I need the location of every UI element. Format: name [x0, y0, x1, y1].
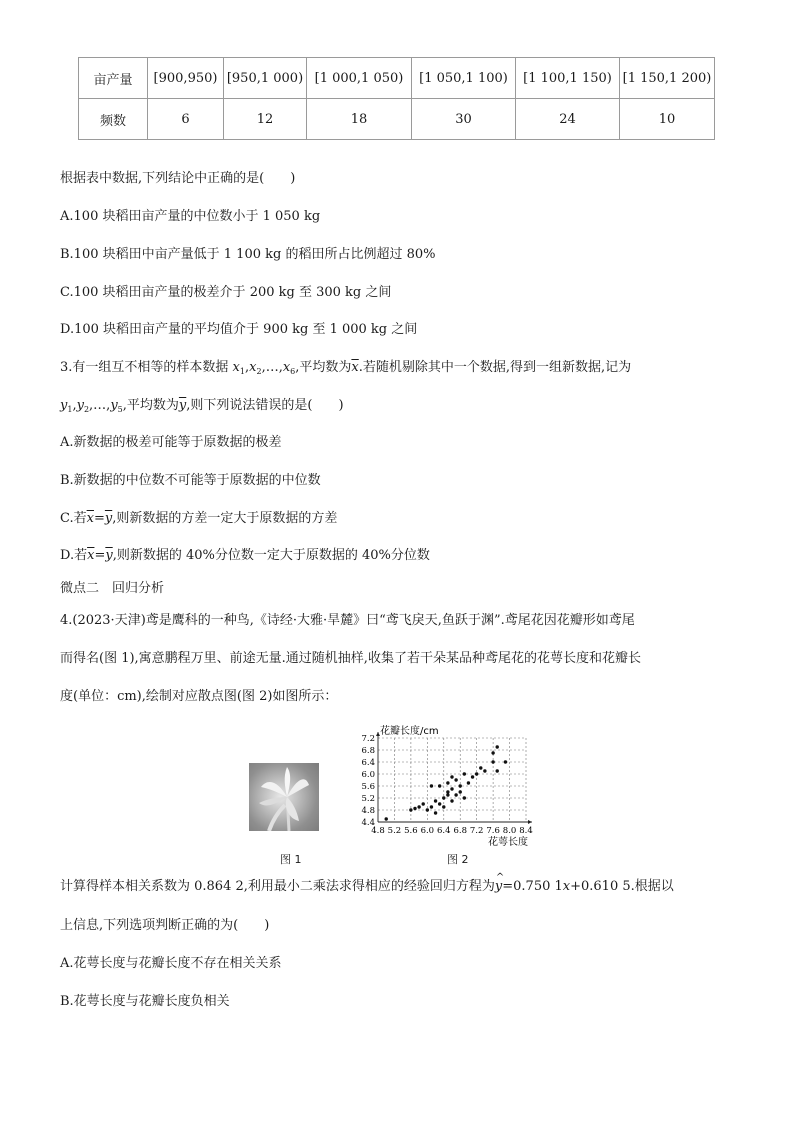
table-cell: [1 050,1 100)	[412, 58, 516, 99]
table-cell: [950,1 000)	[224, 58, 307, 99]
data-point	[438, 784, 441, 787]
y-axis-label: 花瓣长度/cm	[380, 726, 439, 737]
option-d: D.100 块稻田亩产量的平均值介于 900 kg 至 1 000 kg 之间	[60, 322, 418, 337]
stem-text: 计算得样本相关系数为 0.864 2,利用最小二乘法求得相应的经验回归方程为	[60, 879, 495, 894]
x-tick-label: 5.2	[387, 826, 402, 836]
data-point	[413, 807, 416, 810]
scatter-plot	[340, 720, 550, 850]
stem-text: +0.610 5.根据以	[570, 879, 674, 894]
option-a: A.100 块稻田亩产量的中位数小于 1 050 kg	[60, 209, 321, 224]
stem-text: ,则下列说法错误的是( )	[186, 398, 344, 413]
mean-symbol: $\overline{x}$	[86, 511, 94, 526]
x-tick-label: 7.6	[486, 826, 500, 836]
subscript: 6	[290, 367, 296, 376]
mean-symbol: $\overline{x}$	[87, 548, 95, 563]
table-cell: [1 100,1 150)	[516, 58, 620, 99]
section-heading: 微点二 回归分析	[60, 581, 165, 596]
data-point	[463, 772, 466, 775]
y-tick-label: 7.2	[361, 734, 375, 744]
data-point	[454, 793, 457, 796]
question-stem-cont	[60, 397, 344, 419]
var: y	[494, 879, 503, 894]
question-stem: 根据表中数据,下列结论中正确的是( )	[60, 171, 296, 186]
mean-symbol: $\overline{x}$	[351, 360, 359, 375]
mean-symbol: $\overline{y}$	[178, 398, 187, 413]
mean-symbol: $\overline{y}$	[105, 548, 113, 563]
table-cell: 30	[412, 99, 516, 140]
regression-yhat	[494, 872, 505, 896]
table-cell: 18	[307, 99, 412, 140]
question-stem-cont	[60, 872, 674, 896]
question-stem-cont: 度(单位：cm),绘制对应散点图(图 2)如图所示：	[60, 689, 338, 704]
data-point	[422, 802, 425, 805]
option-c	[60, 510, 337, 528]
subscript: 1	[239, 367, 245, 376]
data-point	[446, 790, 449, 793]
data-point	[459, 790, 462, 793]
figure-2-caption: 图 2	[447, 853, 469, 866]
x-tick-label: 5.6	[404, 826, 418, 836]
table-row	[79, 58, 715, 99]
option-b: B.花萼长度与花瓣长度负相关	[60, 994, 230, 1009]
hat-symbol: ^	[495, 872, 505, 883]
data-point	[430, 784, 433, 787]
x-axis-arrow	[528, 820, 532, 824]
x-tick-label: 4.8	[371, 826, 385, 836]
data-point	[471, 775, 474, 778]
data-point	[446, 781, 449, 784]
option-c: C.100 块稻田亩产量的极差介于 200 kg 至 300 kg 之间	[60, 285, 392, 300]
y-tick-label: 6.4	[361, 758, 375, 768]
option-d	[60, 547, 430, 565]
option-text: ,则新数据的 40%分位数一定大于原数据的 40%分位数	[112, 548, 430, 563]
table-header-cell: 频数	[79, 99, 148, 140]
data-point	[459, 784, 462, 787]
data-point	[442, 796, 445, 799]
data-point	[442, 805, 445, 808]
option-a: A.新数据的极差可能等于原数据的极差	[60, 435, 282, 450]
data-point	[434, 811, 437, 814]
x-tick-label: 6.8	[453, 826, 467, 836]
sep: ,…,	[89, 398, 111, 413]
data-point	[438, 802, 441, 805]
y-tick-label: 4.4	[361, 818, 375, 828]
table-cell: 24	[516, 99, 620, 140]
option-a: A.花萼长度与花瓣长度不存在相关关系	[60, 956, 282, 971]
var: y	[110, 398, 118, 413]
y-tick-label: 4.8	[361, 806, 375, 816]
equals-sign: =	[94, 548, 106, 563]
x-tick-label: 8.4	[519, 826, 533, 836]
data-point	[430, 805, 433, 808]
x-axis-label: 花萼长度	[488, 837, 528, 848]
table-header-cell: 亩产量	[79, 58, 148, 99]
var: x	[249, 360, 257, 375]
subscript: 5	[117, 405, 123, 414]
question-stem	[60, 359, 631, 381]
data-point	[496, 769, 499, 772]
table-cell: 12	[224, 99, 307, 140]
question-stem-cont: 而得名(图 1),寓意鹏程万里、前途无量.通过随机抽样,收集了若干朵某品种鸢尾花的花萼长度和花瓣长	[60, 651, 641, 666]
var: y	[76, 398, 84, 413]
data-point	[454, 778, 457, 781]
stem-text: .若随机剔除其中一个数据,得到一组新数据,记为	[358, 360, 632, 375]
option-text: ,则新数据的方差一定大于原数据的方差	[112, 511, 338, 526]
data-point	[426, 808, 429, 811]
data-point	[434, 799, 437, 802]
option-text: C.若	[60, 511, 87, 526]
data-point	[385, 817, 388, 820]
subscript: 1	[67, 405, 73, 414]
mean-symbol: $\overline{y}$	[104, 511, 113, 526]
sep: ,…,	[261, 360, 283, 375]
data-point	[479, 766, 482, 769]
iris-flower-photo	[249, 763, 319, 831]
option-b: B.新数据的中位数不可能等于原数据的中位数	[60, 473, 321, 488]
sep: ,	[244, 360, 250, 375]
sep: ,	[72, 398, 77, 413]
stem-text: ,平均数为	[122, 398, 179, 413]
stem-text: =0.750 1	[502, 879, 563, 894]
subscript: 2	[83, 405, 90, 414]
data-point	[491, 760, 494, 763]
option-text: D.若	[60, 548, 88, 563]
stem-text: ,平均数为	[295, 360, 352, 375]
stem-text: 3.有一组互不相等的样本数据	[60, 360, 233, 375]
iris-flower-icon	[249, 763, 319, 831]
option-b: B.100 块稻田中亩产量低于 1 100 kg 的稻田所占比例超过 80%	[60, 247, 436, 262]
table-row	[79, 99, 715, 140]
x-tick-label: 8.0	[502, 826, 517, 836]
data-point	[467, 781, 470, 784]
data-point	[409, 808, 412, 811]
data-point	[417, 805, 420, 808]
data-point	[483, 769, 486, 772]
subscript: 2	[256, 367, 262, 376]
data-point	[446, 793, 449, 796]
table-cell: 10	[620, 99, 715, 140]
equals-sign: =	[93, 511, 105, 526]
table-cell: 6	[148, 99, 224, 140]
table-cell: [1 000,1 050)	[307, 58, 412, 99]
table-cell: [1 150,1 200)	[620, 58, 715, 99]
question-stem: 4.(2023·天津)鸢是鹰科的一种鸟,《诗经·大雅·旱麓》曰“鸢飞戾天,鱼跃于渊”.鸢尾花因花瓣形如鸢尾	[60, 613, 635, 628]
frequency-table	[78, 57, 715, 140]
var: y	[60, 398, 68, 413]
table-cell: [900,950)	[148, 58, 224, 99]
data-point	[504, 760, 507, 763]
var: x	[562, 879, 571, 894]
data-point	[450, 799, 453, 802]
data-point	[475, 772, 478, 775]
y-tick-label: 6.0	[361, 770, 375, 780]
y-tick-label: 5.2	[361, 794, 375, 804]
data-point	[463, 796, 466, 799]
var: x	[282, 360, 291, 375]
question-stem-cont: 上信息,下列选项判断正确的为( )	[60, 918, 270, 933]
x-tick-label: 7.2	[469, 826, 484, 836]
x-tick-label: 6.0	[420, 826, 435, 836]
figure-1-caption: 图 1	[280, 853, 302, 866]
data-point	[491, 751, 494, 754]
data-point	[496, 745, 499, 748]
data-point	[450, 775, 453, 778]
x-tick-label: 6.4	[437, 826, 451, 836]
y-tick-label: 6.8	[361, 746, 375, 756]
data-point	[450, 787, 453, 790]
y-tick-label: 5.6	[361, 782, 375, 792]
var: x	[232, 360, 240, 375]
